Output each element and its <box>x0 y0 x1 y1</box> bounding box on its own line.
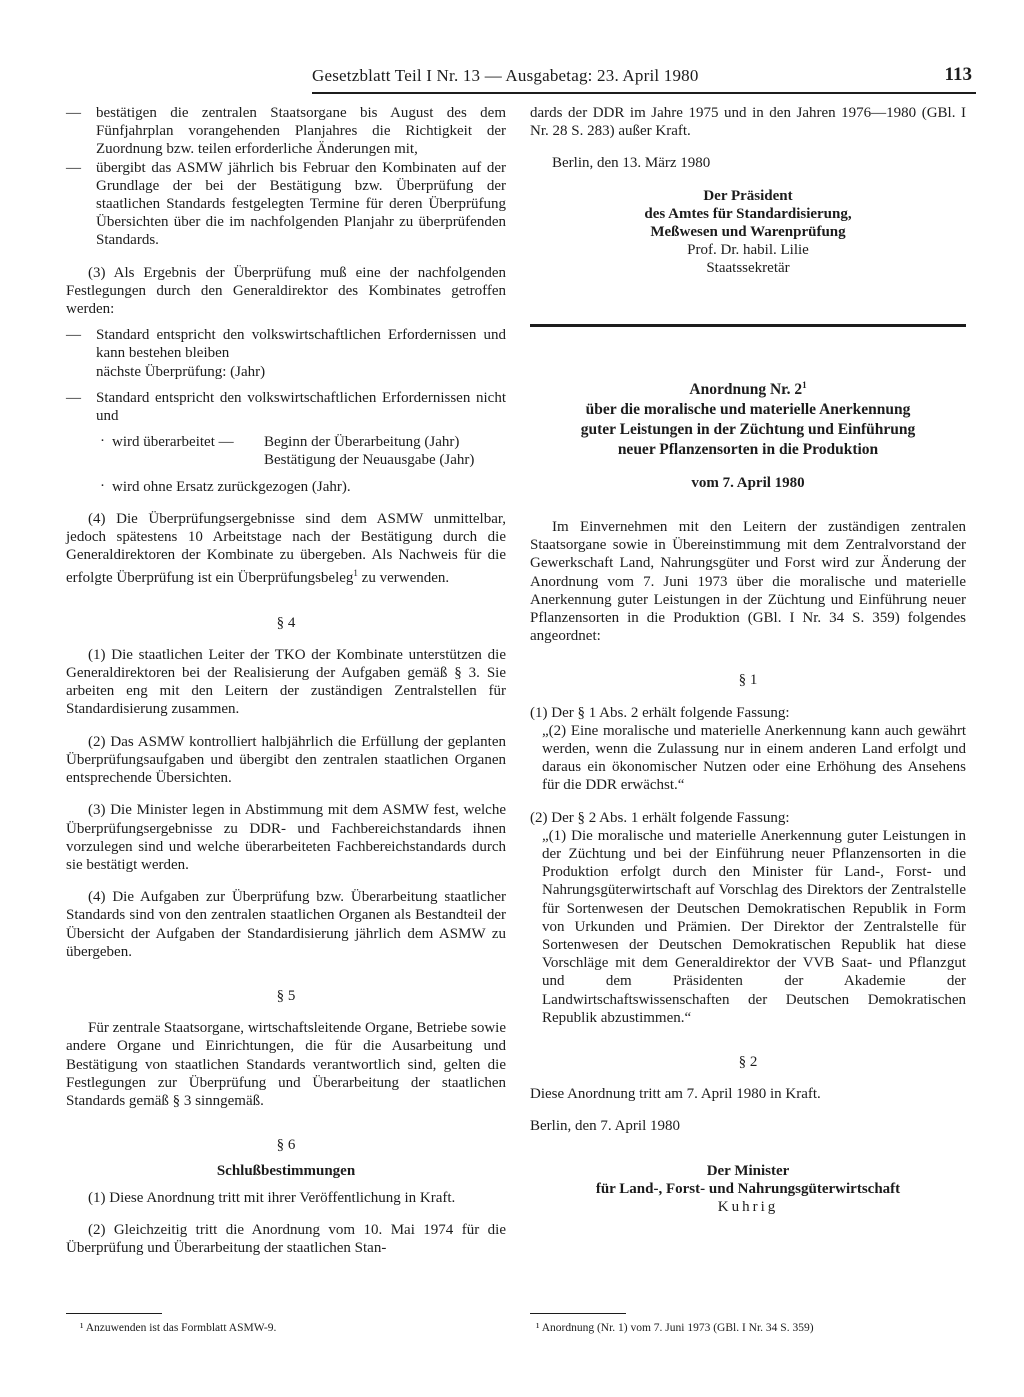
signature-block: Der Präsident des Amtes für Standardisierung, Meßwesen und Warenprüfung Prof. Dr. habil. Lilie Staatssekretär <box>644 187 852 277</box>
footnote-rule <box>66 1313 162 1314</box>
footnote: ¹ Anzuwenden ist das Formblatt ASMW-9. <box>80 1322 277 1334</box>
page-number: 113 <box>944 64 972 85</box>
paragraph: (3) Die Minister legen in Abstimmung mit dem ASMW fest, welche Überprüfungsergebnisse zu DDR- und Fachbereichstandards ihnen vorzulegen sind und welche überarbeiteten Fachbereichstandards durch sie bestätigt werden. <box>66 802 506 873</box>
sub-list-item: · wird überarbeitet — Beginn der Überarbeitung (Jahr) Bestätigung der Neuausgabe (Jahr) <box>100 433 475 469</box>
ordinance-title: Anordnung Nr. $2^1$ über die moralische und materielle Anerkennung guter Leistungen in der Züchtung und Einführung neuer Pflanzensorten in die Produktion <box>580 379 916 458</box>
list-item: — Standard entspricht den volkswirtschaftlichen Erfordernissen nicht und <box>66 389 506 425</box>
quoted-text: „(2) Eine moralische und materielle Anerkennung kann auch gewährt werden, wenn die Zulassung nur in einem anderen Land erfolgt und daraus ein ökonomischer Nutzen oder eine Erhöhung des Ansehens für die DDR erwächst.“ <box>542 722 966 794</box>
section-heading: § 1 <box>738 672 758 689</box>
paragraph: (2) Das ASMW kontrolliert halbjährlich die Erfüllung der geplanten Überprüfungsaufgaben und übergibt den zentralen staatlichen Organen entsprechende Übersichten. <box>66 733 506 787</box>
place-date: Berlin, den 13. März 1980 <box>552 155 711 172</box>
paragraph: Im Einvernehmen mit den Leitern der zuständigen zentralen Staatsorgane sowie in Übereinstimmung mit dem Zentralvorstand der Gewerkschaft Land, Nahrungsgüter und Forst wird zur Änderung der Anordnung vom 7. Juni 1973 über die moralische und materielle Anerkennung guter Leistungen in der Züchtung und Einführung neuer Pflanzensorten in die Produktion (GBl. I Nr. 34 S. 359) folgendes angeordnet: <box>530 518 966 645</box>
section-heading: § 6 <box>276 1137 296 1154</box>
section-title: Schlußbestimmungen <box>216 1163 356 1180</box>
quoted-text: „(1) Die moralische und materielle Anerkennung guter Leistungen in der Züchtung und bei der Einführung neuer Pflanzensorten in die Produktion erfolgt durch den Minister für Land-, Forst- und Nahrungsgüterwirtschaft auf Vorschlag des Direktors der Zentralstelle für Sortenwesen der Deutschen Demokratischen Republik in Form von Urkunden und Prämien. Der Direktor der Zentralstelle für Sortenwesen der Deutschen Demokratischen Republik hat diese Vorschläge mit dem Generaldirektor der VVB Saat- und Pflanzgut und dem Präsidenten der Akademie der Landwirtschaftswissenschaften der Deutschen Demokratischen Republik abzustimmen.“ <box>542 827 966 1026</box>
paragraph: (4) Die Überprüfungsergebnisse sind dem ASMW unmittelbar, jedoch spätestens 10 Arbeitstage nach der Bestätigung durch die Generaldirektoren der Kombinate zu übergeben. Als Nachweis für die erfolgte Überprüfung ist ein Überprüfungsbeleg$^1$ zu verwenden. <box>66 510 506 587</box>
section-heading: § 5 <box>276 987 296 1004</box>
paragraph: dards der DDR im Jahre 1975 und in den Jahren 1976—1980 (GBl. I Nr. 28 S. 283) außer Kraft. <box>530 105 966 140</box>
place-date: Berlin, den 7. April 1980 <box>530 1118 680 1135</box>
left-column <box>66 104 506 1257</box>
ordinance-date: vom 7. April 1980 <box>691 474 805 491</box>
paragraph: (1) Die staatlichen Leiter der TKO der Kombinate unterstützen die Generaldirektoren bei der Realisierung der Aufgaben gemäß § 3. Sie arbeiten eng mit den Leitern der zuständigen Zentralstellen für Standardisierung zusammen. <box>66 646 506 718</box>
paragraph: (3) Als Ergebnis der Überprüfung muß eine der nachfolgenden Festlegungen durch den Generaldirektor des Kombinates getroffen werden: <box>66 264 506 318</box>
paragraph: (1) Diese Anordnung tritt mit ihrer Veröffentlichung in Kraft. <box>88 1189 456 1206</box>
paragraph: Diese Anordnung tritt am 7. April 1980 in Kraft. <box>530 1086 821 1103</box>
paragraph: (4) Die Aufgaben zur Überprüfung bzw. Überarbeitung staatlicher Standards sind von den zentralen staatlichen Organen als Bestandteil der Übersicht der Aufgaben der Standardisierung jährlich dem ASMW zu übergeben. <box>66 889 506 960</box>
footnote: ¹ Anordnung (Nr. 1) vom 7. Juni 1973 (GBl. I Nr. 34 S. 359) <box>536 1322 814 1334</box>
signature-block: Der Minister für Land-, Forst- und Nahrungsgüterwirtschaft Kuhrig <box>595 1162 901 1216</box>
bullet-icon: · <box>100 477 105 494</box>
header-rule <box>312 92 976 94</box>
page-header <box>312 62 976 92</box>
paragraph: Für zentrale Staatsorgane, wirtschaftsleitende Organe, Betriebe sowie andere Organe und Einrichtungen, die für die Ausarbeitung und Bestätigung von staatlichen Standards verantwortlich sind, gelten die Festlegungen zur Überprüfung und Überarbeitung der staatlichen Standards gemäß § 3 sinngemäß. <box>66 1020 506 1109</box>
right-column <box>530 104 966 1216</box>
section-heading: § 4 <box>276 614 296 631</box>
sub-list <box>66 433 506 496</box>
list-item: — übergibt das ASMW jährlich bis Februar den Kombinaten auf der Grundlage der bei der Bestätigung bzw. Überprüfung der staatlichen Standards festgelegten Termine für deren Überprüfung Übersichten über die im nachfolgenden Planjahr zu überprüfenden Standards. <box>66 159 506 249</box>
bullet-icon: · <box>100 433 105 450</box>
section-heading: § 2 <box>738 1054 758 1071</box>
paragraph: (1) Der § 1 Abs. 2 erhält folgende Fassung: <box>530 704 790 721</box>
list-item: — bestätigen die zentralen Staatsorgane bis August des dem Fünfjahrplan vorangehenden Planjahres die Richtigkeit der Zuordnung bzw. teilen erforderliche Änderungen mit, <box>66 105 506 158</box>
sub-list-item: · wird ohne Ersatz zurückgezogen (Jahr). <box>100 477 351 495</box>
paragraph: (2) Gleichzeitig tritt die Anordnung vom 10. Mai 1974 für die Überprüfung und Überarbeitung der staatlichen Stan- <box>66 1221 506 1256</box>
paragraph: (2) Der § 2 Abs. 1 erhält folgende Fassung: <box>530 809 790 826</box>
header-title: Gesetzblatt Teil I Nr. 13 — Ausgabetag: 23. April 1980 <box>312 66 699 85</box>
list-item: — Standard entspricht den volkswirtschaftlichen Erfordernissen und kann bestehen bleiben nächste Überprüfung: (Jahr) <box>66 327 506 380</box>
footnote-rule <box>530 1313 626 1314</box>
